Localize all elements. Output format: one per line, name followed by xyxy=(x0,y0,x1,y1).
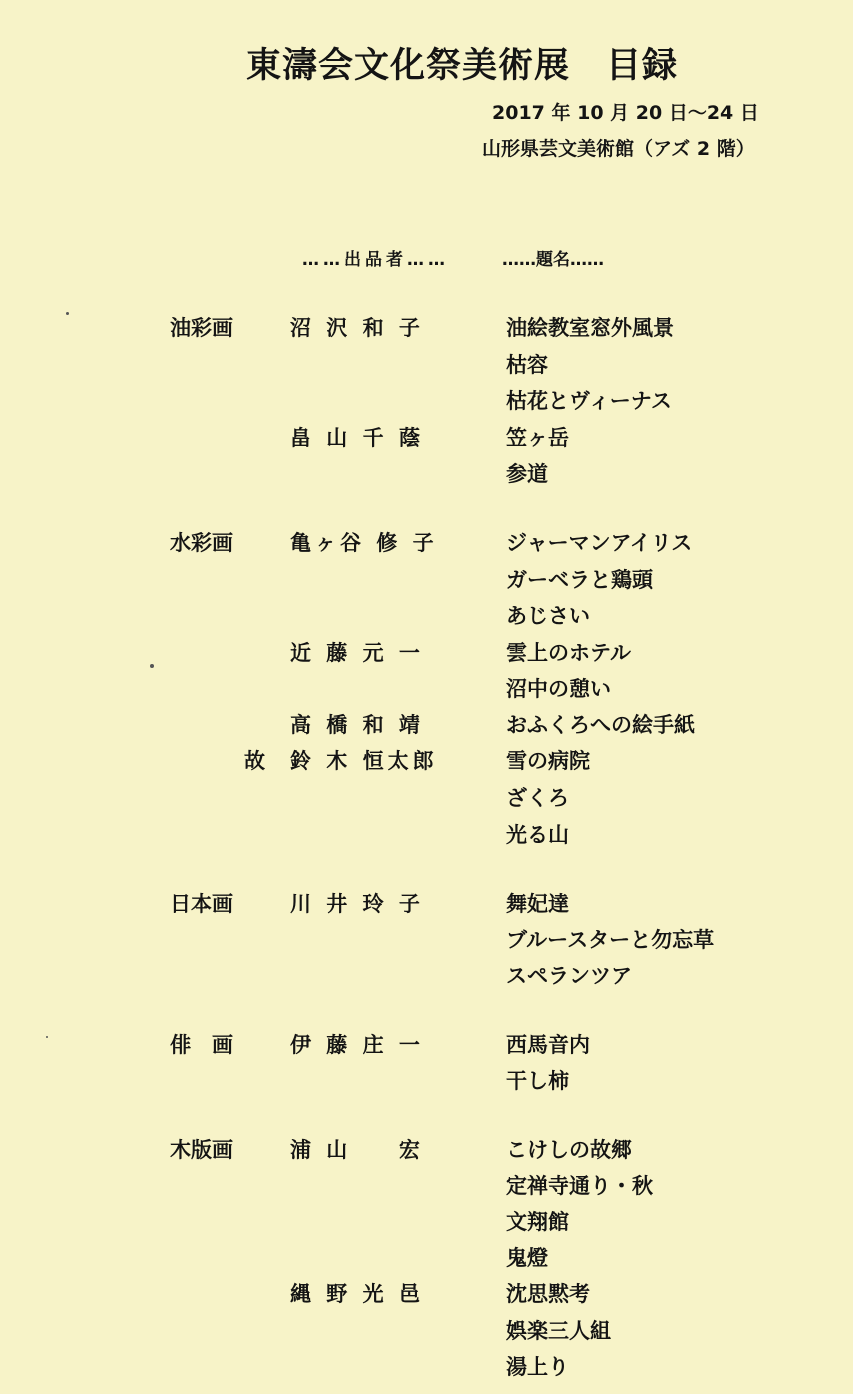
work-title: 雲上のホテル xyxy=(506,641,631,665)
catalog-row xyxy=(0,420,853,456)
category-label: 日本画 xyxy=(170,892,233,916)
paper-speck xyxy=(150,664,154,668)
catalog-row xyxy=(0,310,853,346)
artist-name: 亀ヶ谷 修 子 xyxy=(290,531,438,555)
catalog-row xyxy=(0,562,853,598)
exhibition-venue: 山形県芸文美術館（アズ 2 階） xyxy=(482,138,755,160)
work-title: あじさい xyxy=(506,604,590,628)
category-label: 水彩画 xyxy=(170,531,233,555)
work-title: 枯花とヴィーナス xyxy=(506,389,672,413)
work-title: スペランツア xyxy=(506,964,632,988)
work-title: 定禅寺通り・秋 xyxy=(506,1174,653,1198)
artist-name: 近 藤 元 一 xyxy=(290,641,424,665)
work-title: 湯上り xyxy=(506,1355,569,1379)
catalog-row xyxy=(0,1240,853,1276)
catalog-row xyxy=(0,1168,853,1204)
work-title: 鬼燈 xyxy=(506,1246,548,1270)
work-title: 文翔館 xyxy=(506,1210,569,1234)
work-title: 参道 xyxy=(506,462,548,486)
catalog-row xyxy=(0,817,853,853)
artist-name: 鈴 木 恒太郎 xyxy=(290,749,438,773)
artist-name: 畠 山 千 蔭 xyxy=(290,426,424,450)
work-title: ざくろ xyxy=(506,786,569,810)
catalog-row xyxy=(0,1027,853,1063)
artist-name: 沼 沢 和 子 xyxy=(290,316,424,340)
artist-name: 伊 藤 庄 一 xyxy=(290,1033,424,1057)
artist-name: 縄 野 光 邑 xyxy=(290,1282,424,1306)
work-title: こけしの故郷 xyxy=(506,1138,632,1162)
paper-speck xyxy=(46,1036,48,1038)
work-title: 光る山 xyxy=(506,823,569,847)
artist-name: 川 井 玲 子 xyxy=(290,892,424,916)
catalog-row xyxy=(0,456,853,492)
work-title: ガーベラと鶏頭 xyxy=(506,568,653,592)
catalog-row xyxy=(0,743,853,779)
artist-name: 浦 山 宏 xyxy=(290,1138,424,1162)
catalog-row xyxy=(0,1313,853,1349)
page-title: 東濤会文化祭美術展 目録 xyxy=(246,46,679,86)
deceased-mark: 故 xyxy=(244,749,265,773)
artist-column-header: ……出品者…… xyxy=(302,250,449,270)
catalog-row xyxy=(0,671,853,707)
work-title: おふくろへの絵手紙 xyxy=(506,713,695,737)
catalog-row xyxy=(0,780,853,816)
work-title: 沈思黙考 xyxy=(506,1282,590,1306)
category-label: 俳 画 xyxy=(170,1033,233,1057)
catalog-row xyxy=(0,922,853,958)
work-title: 油絵教室窓外風景 xyxy=(506,316,674,340)
catalog-row xyxy=(0,598,853,634)
catalog-row xyxy=(0,1063,853,1099)
paper-speck xyxy=(66,312,69,315)
work-title: 雪の病院 xyxy=(506,749,590,773)
exhibition-date: 2017 年 10 月 20 日～24 日 xyxy=(492,102,759,124)
catalog-row xyxy=(0,1132,853,1168)
work-title: 娯楽三人組 xyxy=(506,1319,611,1343)
category-label: 木版画 xyxy=(170,1138,233,1162)
catalog-row xyxy=(0,1276,853,1312)
title-column-header: ……題名…… xyxy=(502,250,604,270)
catalog-row xyxy=(0,635,853,671)
work-title: 枯容 xyxy=(506,353,548,377)
catalog-row xyxy=(0,1349,853,1385)
catalog-row xyxy=(0,886,853,922)
work-title: 沼中の憩い xyxy=(506,677,611,701)
artist-name: 高 橋 和 靖 xyxy=(290,713,424,737)
work-title: ジャーマンアイリス xyxy=(506,531,693,555)
catalog-row xyxy=(0,707,853,743)
work-title: 笠ヶ岳 xyxy=(506,426,569,450)
category-label: 油彩画 xyxy=(170,316,233,340)
work-title: 西馬音内 xyxy=(506,1033,590,1057)
catalog-row xyxy=(0,383,853,419)
catalog-row xyxy=(0,958,853,994)
catalog-row xyxy=(0,347,853,383)
catalog-row xyxy=(0,1204,853,1240)
work-title: 舞妃達 xyxy=(506,892,569,916)
work-title: 干し柿 xyxy=(506,1069,569,1093)
work-title: ブルースターと勿忘草 xyxy=(506,928,715,952)
catalog-row xyxy=(0,525,853,561)
